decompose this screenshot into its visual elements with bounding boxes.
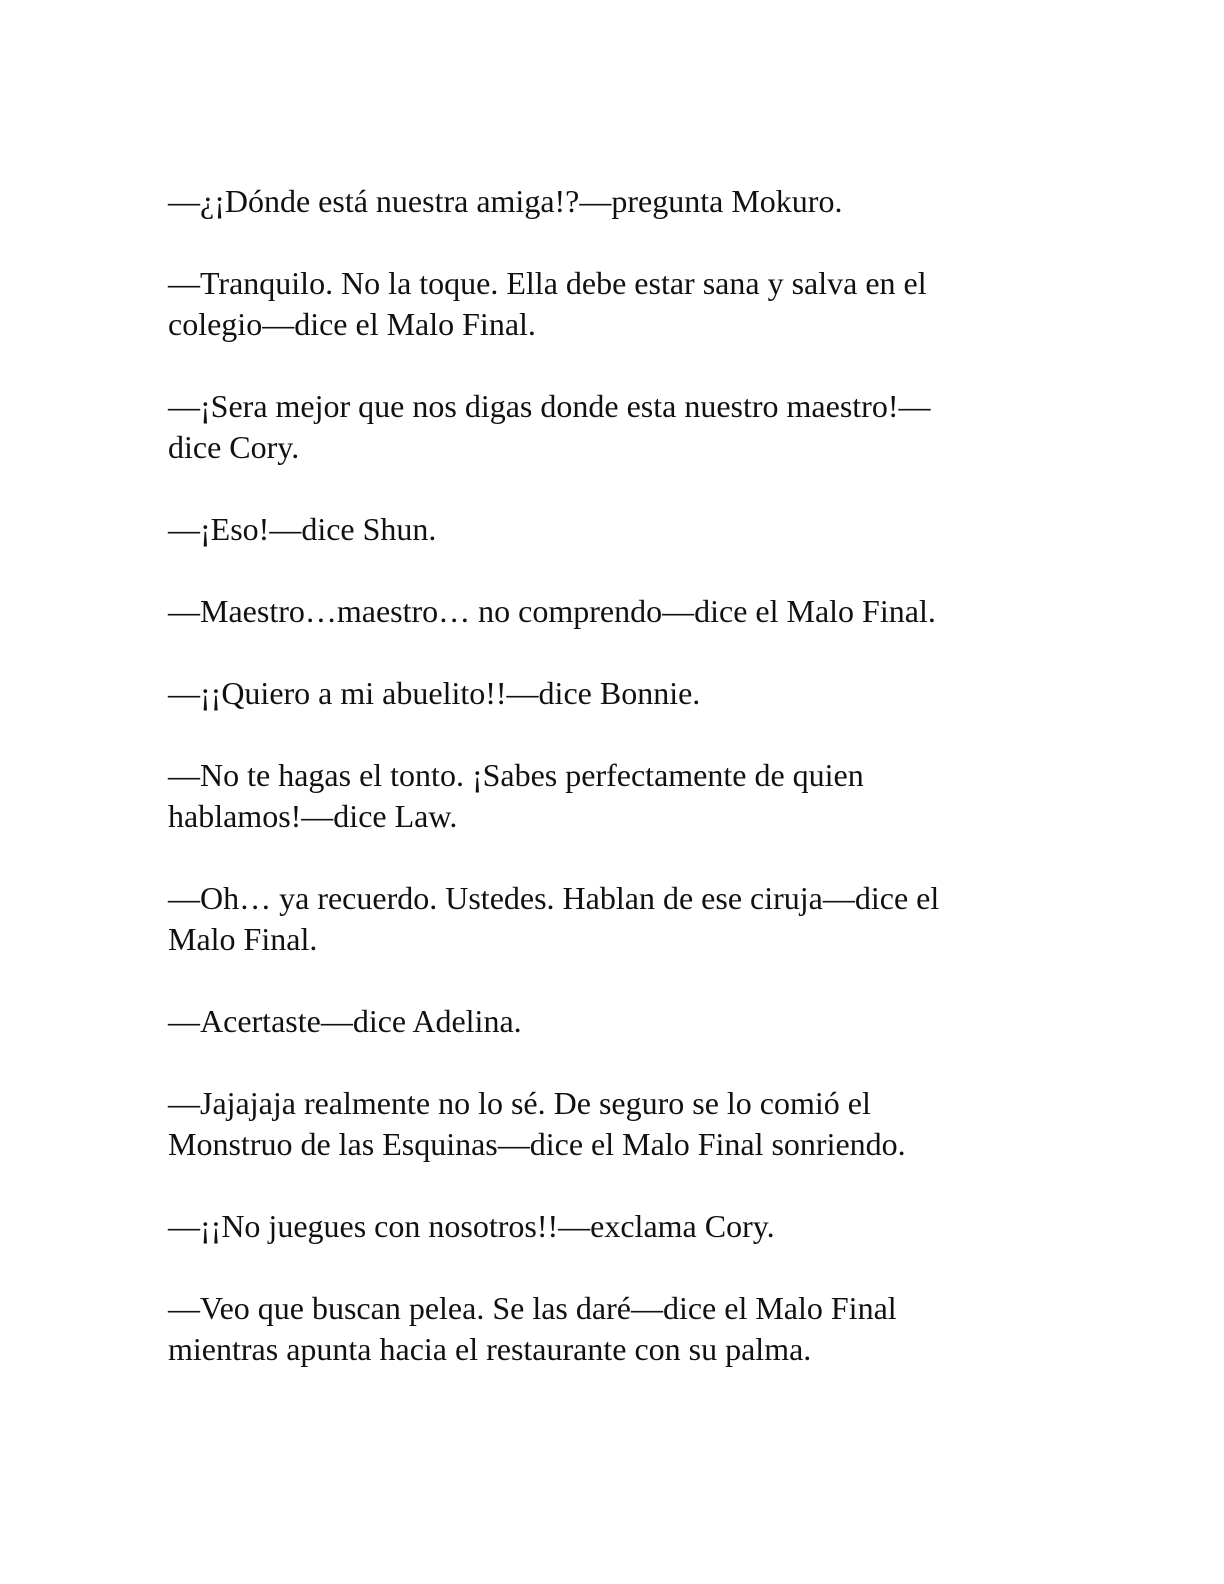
text-line: hablamos!—dice Law. — [168, 798, 458, 834]
paragraph — [168, 1001, 1048, 1042]
paragraph — [168, 181, 1048, 222]
text-line: dice Cory. — [168, 429, 300, 465]
text-line: —¡Sera mejor que nos digas donde esta nuestro maestro!— — [168, 388, 931, 424]
paragraph — [168, 591, 1048, 632]
text-line: —Veo que buscan pelea. Se las daré—dice el Malo Final — [168, 1290, 897, 1326]
text-line: —Oh… ya recuerdo. Ustedes. Hablan de ese ciruja—dice el — [168, 880, 940, 916]
text-line: —¿¡Dónde está nuestra amiga!?—pregunta Mokuro. — [168, 183, 843, 219]
paragraph — [168, 1206, 1048, 1247]
text-line: —Jajajaja realmente no lo sé. De seguro se lo comió el — [168, 1085, 871, 1121]
text-line: Malo Final. — [168, 921, 318, 957]
text-line: Monstruo de las Esquinas—dice el Malo Final sonriendo. — [168, 1126, 906, 1162]
text-line: —Maestro…maestro… no comprendo—dice el Malo Final. — [168, 593, 936, 629]
text-line: —Tranquilo. No la toque. Ella debe estar sana y salva en el — [168, 265, 927, 301]
paragraph — [168, 673, 1048, 714]
text-line: colegio—dice el Malo Final. — [168, 306, 536, 342]
text-line: —¡¡No juegues con nosotros!!—exclama Cory. — [168, 1208, 775, 1244]
text-line: —No te hagas el tonto. ¡Sabes perfectamente de quien — [168, 757, 864, 793]
paragraph — [168, 1288, 1048, 1370]
paragraph — [168, 878, 1048, 960]
text-line: —¡Eso!—dice Shun. — [168, 511, 437, 547]
paragraph — [168, 755, 1048, 837]
paragraph — [168, 263, 1048, 345]
paragraph — [168, 1083, 1048, 1165]
text-line: —¡¡Quiero a mi abuelito!!—dice Bonnie. — [168, 675, 701, 711]
text-line: —Acertaste—dice Adelina. — [168, 1003, 522, 1039]
dialogue-text — [168, 181, 1048, 1370]
paragraph — [168, 386, 1048, 468]
text-line: mientras apunta hacia el restaurante con su palma. — [168, 1331, 812, 1367]
paragraph — [168, 509, 1048, 550]
